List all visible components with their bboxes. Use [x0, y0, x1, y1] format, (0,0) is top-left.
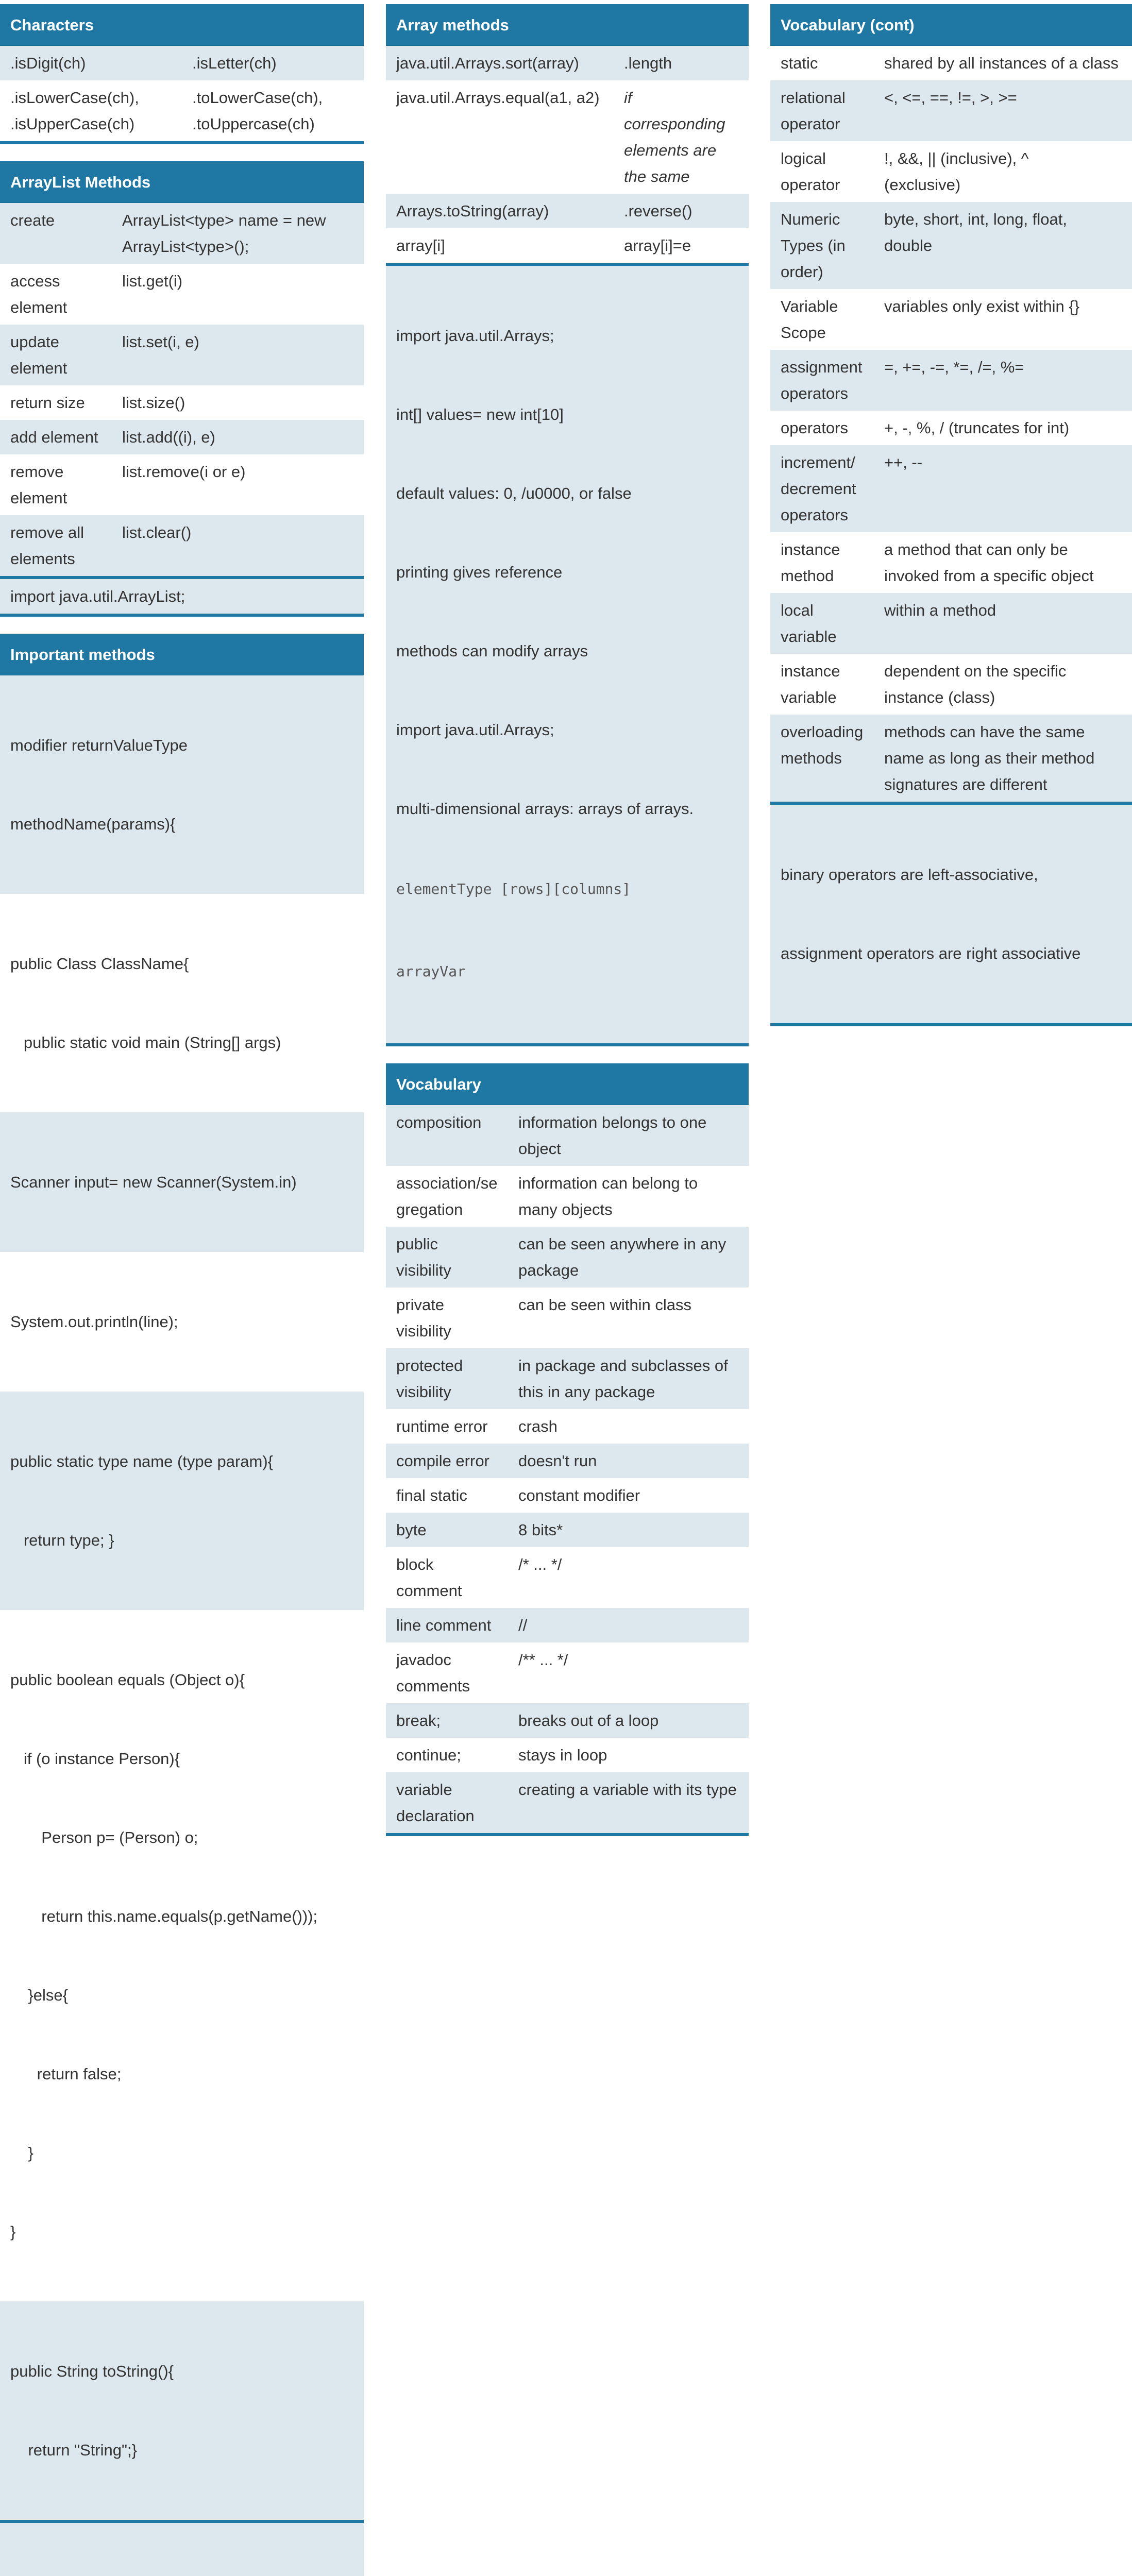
array-methods-section [386, 4, 749, 1046]
table-row [386, 1287, 749, 1348]
cell-definition: <, <=, ==, !=, >, >= [884, 89, 1017, 107]
cell-term: final static [396, 1486, 467, 1504]
cell-term: javadoc comments [396, 1651, 470, 1695]
cell-definition: in package and subclasses of this in any package [518, 1357, 728, 1401]
table-row [770, 445, 1132, 532]
cell-term: compile error [396, 1452, 489, 1470]
table-row [0, 420, 364, 454]
table-row [386, 1703, 749, 1738]
note-block [386, 266, 749, 1043]
cell-method: java.util.Arrays.sort(array) [396, 54, 579, 72]
cell-term: logical operator [781, 149, 840, 194]
section-title: Characters [0, 4, 364, 46]
cell-term: line comment [396, 1616, 492, 1634]
code-line: arrayVar [396, 963, 466, 980]
table-row [386, 1166, 749, 1227]
cell-term: overloading methods [781, 723, 864, 767]
note-line: import java.util.Arrays; [396, 327, 554, 345]
note-line: import java.util.Arrays; [396, 721, 554, 739]
code-line: public static type name (type param){ [10, 1452, 274, 1470]
table-row [0, 46, 364, 80]
column-middle [386, 4, 749, 1853]
code-line: elementType [rows][columns] [396, 880, 631, 897]
code-block [0, 1252, 364, 1392]
note-line: binary operators are left-associative, [781, 866, 1038, 884]
cell-method: .isLetter(ch) [192, 54, 277, 72]
table-row [386, 1478, 749, 1513]
code-block [0, 1112, 364, 1252]
important-methods-list [0, 675, 364, 2523]
cell-description: if corresponding elements are the same [624, 89, 725, 185]
cell-method: .isDigit(ch) [10, 54, 86, 72]
table-row [386, 1348, 749, 1409]
cell-term: access element [10, 272, 67, 316]
cell-method: .isLowerCase(ch), .isUpperCase(ch) [10, 89, 139, 133]
note-block [770, 805, 1132, 1023]
table-row [770, 532, 1132, 593]
column-left [0, 4, 364, 2576]
table-row [770, 202, 1132, 289]
cell-definition: list.get(i) [122, 272, 183, 290]
cell-term: return size [10, 394, 85, 412]
vocabulary-cont-footer [770, 805, 1132, 1026]
note-line: int[] values= new int[10] [396, 405, 564, 423]
cell-definition: /* ... */ [518, 1555, 562, 1573]
cell-method: Arrays.toString(array) [396, 202, 549, 220]
table-row [770, 411, 1132, 445]
table-row [386, 1409, 749, 1444]
cell-term: instance variable [781, 662, 840, 706]
cell-method: .reverse() [624, 202, 692, 220]
cell-term: assignment operators [781, 358, 863, 402]
vocabulary-cont-table [770, 46, 1132, 805]
cell-definition: list.add((i), e) [122, 428, 215, 446]
arraylist-footer [0, 579, 364, 617]
cell-definition: can be seen anywhere in any package [518, 1235, 726, 1279]
code-block [0, 1392, 364, 1610]
cell-term: remove all elements [10, 523, 84, 568]
table-row [386, 1547, 749, 1608]
note-line: import java.util.ArrayList; [0, 579, 364, 614]
cell-definition: doesn't run [518, 1452, 597, 1470]
arraylist-section [0, 161, 364, 617]
code-line: if (o instance Person){ [10, 1750, 180, 1768]
code-line: Person p= (Person) o; [10, 1828, 198, 1846]
code-line: } [10, 2223, 16, 2241]
cell-definition: /** ... */ [518, 1651, 568, 1669]
cell-definition: stays in loop [518, 1746, 607, 1764]
characters-section [0, 4, 364, 144]
cell-term: break; [396, 1711, 441, 1730]
table-row [386, 1642, 749, 1703]
cell-definition: ++, -- [884, 453, 923, 471]
section-title: Important methods [0, 634, 364, 675]
cell-definition: information belongs to one object [518, 1113, 707, 1158]
code-block [0, 675, 364, 894]
table-row [770, 141, 1132, 202]
table-row [0, 385, 364, 420]
code-line: }else{ [10, 1986, 69, 2004]
table-row [386, 1227, 749, 1287]
section-title: Vocabulary [386, 1063, 749, 1105]
table-row [0, 454, 364, 515]
table-row [770, 46, 1132, 80]
note-line: assignment operators are right associative [781, 944, 1081, 962]
cell-definition: creating a variable with its type [518, 1781, 737, 1799]
table-row [386, 1738, 749, 1772]
cell-definition: constant modifier [518, 1486, 640, 1504]
cell-term: variable declaration [396, 1781, 475, 1825]
cell-method: .length [624, 54, 672, 72]
table-row [770, 654, 1132, 715]
table-row [770, 593, 1132, 654]
table-row [386, 1513, 749, 1547]
cell-term: composition [396, 1113, 482, 1131]
table-row [386, 1608, 749, 1642]
cell-definition: list.size() [122, 394, 185, 412]
cell-method: java.util.Arrays.equal(a1, a2) [396, 89, 600, 107]
cell-definition: shared by all instances of a class [884, 54, 1119, 72]
cell-definition: list.clear() [122, 523, 192, 541]
cell-term: instance method [781, 540, 840, 585]
cell-term: create [10, 211, 55, 229]
code-line: System.out.println(line); [10, 1313, 178, 1331]
cell-definition: =, +=, -=, *=, /=, %= [884, 358, 1024, 376]
cell-definition: +, -, %, / (truncates for int) [884, 419, 1070, 437]
table-row [0, 264, 364, 325]
table-row [0, 80, 364, 141]
code-block [0, 1610, 364, 2301]
code-line: methodName(params){ [10, 815, 176, 833]
cell-definition: list.set(i, e) [122, 333, 199, 351]
code-line: return false; [10, 2065, 122, 2083]
cell-term: block comment [396, 1555, 462, 1600]
cell-term: increment/ decrement operators [781, 453, 856, 524]
cell-definition: byte, short, int, long, float, double [884, 210, 1067, 255]
code-line: Scanner input= new Scanner(System.in) [10, 1173, 297, 1191]
cell-definition: breaks out of a loop [518, 1711, 659, 1730]
cell-method: array[i]=e [624, 236, 691, 255]
cell-definition: methods can have the same name as long as their method signatures are different [884, 723, 1095, 793]
cell-term: continue; [396, 1746, 461, 1764]
cell-definition: 8 bits* [518, 1521, 563, 1539]
column-right [770, 4, 1132, 1043]
code-line: public boolean equals (Object o){ [10, 1671, 245, 1689]
note-block [0, 2523, 364, 2576]
cell-term: add element [10, 428, 98, 446]
cell-definition: dependent on the specific instance (class) [884, 662, 1067, 706]
cell-definition: ArrayList<type> name = new ArrayList<type>(); [122, 211, 326, 256]
vocabulary-section [386, 1063, 749, 1836]
important-methods-footer [0, 2523, 364, 2576]
cell-term: local variable [781, 601, 837, 646]
section-title: ArrayList Methods [0, 161, 364, 203]
note-line: printing gives reference [396, 563, 563, 581]
important-methods-section [0, 634, 364, 2576]
vocabulary-table [386, 1105, 749, 1836]
code-line: public static void main (String[] args) [10, 1033, 281, 1052]
table-row [770, 80, 1132, 141]
section-title: Vocabulary (cont) [770, 4, 1132, 46]
table-row [386, 194, 749, 228]
cell-term: relational operator [781, 89, 846, 133]
cell-definition: variables only exist within {} [884, 297, 1080, 315]
table-row [386, 1444, 749, 1478]
code-line: return "String";} [10, 2441, 138, 2459]
code-line: modifier returnValueType [10, 736, 188, 754]
cell-definition: !, &&, || (inclusive), ^ (exclusive) [884, 149, 1029, 194]
cell-term: static [781, 54, 818, 72]
table-row [770, 289, 1132, 350]
cell-term: remove element [10, 463, 67, 507]
cell-method: .toLowerCase(ch), .toUppercase(ch) [192, 89, 323, 133]
code-line: public Class ClassName{ [10, 955, 189, 973]
cell-term: private visibility [396, 1296, 451, 1340]
cell-term: public visibility [396, 1235, 451, 1279]
cell-definition: list.remove(i or e) [122, 463, 246, 481]
note-line: default values: 0, /u0000, or false [396, 484, 632, 502]
cell-term: runtime error [396, 1417, 488, 1435]
code-block [0, 2301, 364, 2520]
array-methods-table [386, 46, 749, 266]
table-row [386, 46, 749, 80]
table-row [386, 1105, 749, 1166]
cell-definition: information can belong to many objects [518, 1174, 698, 1218]
table-row [386, 1772, 749, 1833]
code-line: } [10, 2144, 33, 2162]
table-row [0, 203, 364, 264]
cell-term: operators [781, 419, 848, 437]
code-line: return type; } [10, 1531, 114, 1549]
cell-definition: crash [518, 1417, 557, 1435]
code-line: return this.name.equals(p.getName())); [10, 1907, 318, 1925]
vocabulary-cont-section [770, 4, 1132, 1026]
cell-method: array[i] [396, 236, 445, 255]
characters-table [0, 46, 364, 144]
cell-term: protected visibility [396, 1357, 463, 1401]
cell-term: association/se gregation [396, 1174, 498, 1218]
note-line: multi-dimensional arrays: arrays of arrays. [396, 800, 694, 818]
cell-definition: within a method [884, 601, 996, 619]
cell-definition: // [518, 1616, 528, 1634]
cell-definition: can be seen within class [518, 1296, 692, 1314]
section-title: Array methods [386, 4, 749, 46]
table-row [0, 515, 364, 576]
cell-term: Variable Scope [781, 297, 838, 342]
array-notes [386, 266, 749, 1046]
code-line: public String toString(){ [10, 2362, 174, 2380]
arraylist-table [0, 203, 364, 579]
table-row [770, 350, 1132, 411]
table-row [770, 715, 1132, 802]
cell-term: byte [396, 1521, 427, 1539]
note-line: methods can modify arrays [396, 642, 588, 660]
table-row [386, 228, 749, 263]
table-row [0, 325, 364, 385]
cell-term: Numeric Types (in order) [781, 210, 846, 281]
cell-term: update element [10, 333, 67, 377]
cell-definition: a method that can only be invoked from a specific object [884, 540, 1094, 585]
table-row [386, 80, 749, 194]
code-block [0, 894, 364, 1112]
